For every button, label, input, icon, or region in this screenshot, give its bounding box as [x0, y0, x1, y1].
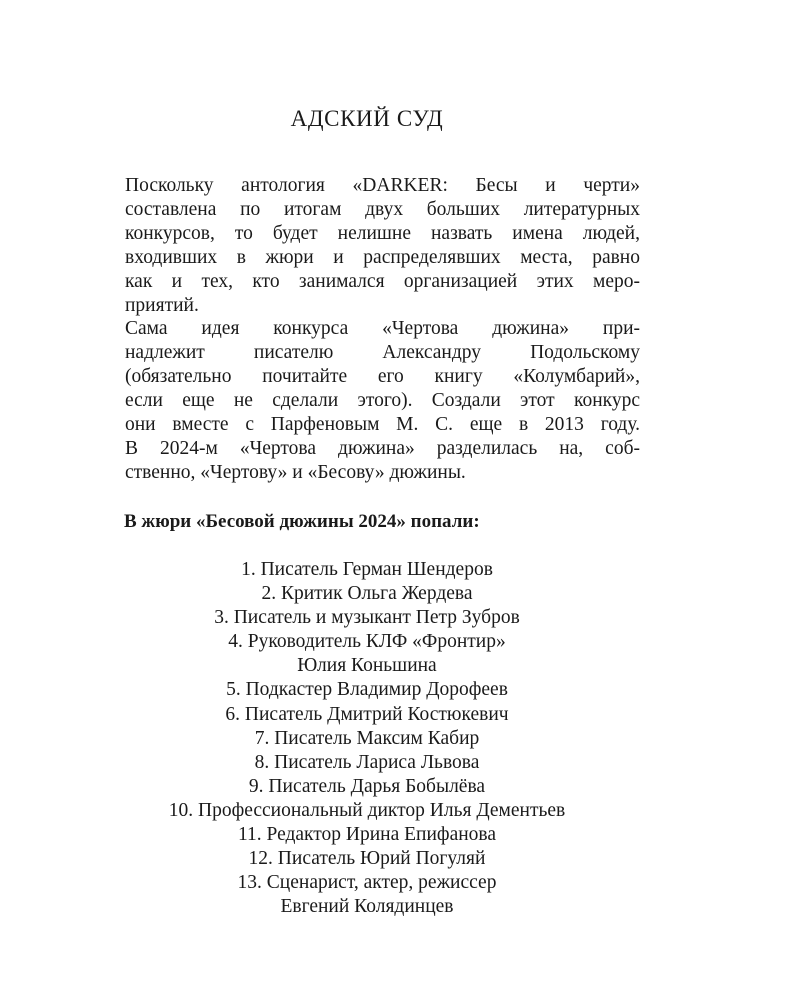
paragraph-1	[95, 174, 640, 317]
paragraph-2	[95, 317, 640, 484]
jury-member: 10. Профессиональный диктор Илья Дементьев	[168, 799, 566, 821]
jury-member: 2. Критик Ольга Жердева	[261, 583, 473, 605]
paragraph-line: входивших в жюри и распределявших места, равно	[125, 246, 640, 268]
jury-member: 13. Сценарист, актер, режиссер	[237, 872, 497, 894]
jury-heading: В жюри «Бесовой дюжины 2024» попали:	[124, 511, 480, 532]
paragraph-line: надлежит писателю Александру Подольскому	[125, 342, 640, 364]
jury-list	[0, 558, 734, 919]
paragraph-line: если еще не сделали этого). Создали этот конкурс	[125, 390, 640, 412]
jury-member: 9. Писатель Дарья Бобылёва	[248, 775, 486, 797]
jury-member: 3. Писатель и музыкант Петр Зубров	[214, 607, 520, 629]
jury-member-continued: Евгений Колядинцев	[280, 896, 454, 918]
paragraph-line: они вместе с Парфеновым М. С. еще в 2013 году.	[125, 414, 640, 436]
jury-member: 11. Редактор Ирина Епифанова	[237, 824, 497, 846]
body-text	[95, 174, 640, 485]
jury-member: 1. Писатель Герман Шендеров	[241, 559, 493, 580]
paragraph-line: ственно, «Чертову» и «Бесову» дюжины.	[125, 461, 466, 483]
paragraph-line: конкурсов, то будет нелишне назвать имена людей,	[125, 222, 640, 244]
chapter-title: АДСКИЙ СУД	[290, 106, 444, 131]
paragraph-line: как и тех, кто занимался организацией этих меро-	[125, 270, 640, 292]
jury-member: 6. Писатель Дмитрий Костюкевич	[225, 703, 509, 725]
jury-member-continued: Юлия Коньшина	[297, 655, 437, 677]
paragraph-line: В 2024-м «Чертова дюжина» разделилась на, соб-	[125, 437, 640, 459]
paragraph-line: Поскольку антология «DARKER: Бесы и черти»	[125, 175, 640, 196]
jury-member: 8. Писатель Лариса Львова	[254, 751, 480, 773]
jury-member: 7. Писатель Максим Кабир	[254, 727, 480, 749]
paragraph-line: (обязательно почитайте его книгу «Колумбарий»,	[125, 366, 640, 388]
paragraph-line: Сама идея конкурса «Чертова дюжина» при-	[125, 318, 640, 340]
jury-member: 4. Руководитель КЛФ «Фронтир»	[228, 631, 506, 653]
paragraph-line: приятий.	[125, 294, 199, 316]
jury-member: 5. Подкастер Владимир Дорофеев	[226, 679, 508, 701]
jury-member: 12. Писатель Юрий Погуляй	[248, 848, 486, 870]
paragraph-line: составлена по итогам двух больших литературных	[125, 198, 640, 220]
